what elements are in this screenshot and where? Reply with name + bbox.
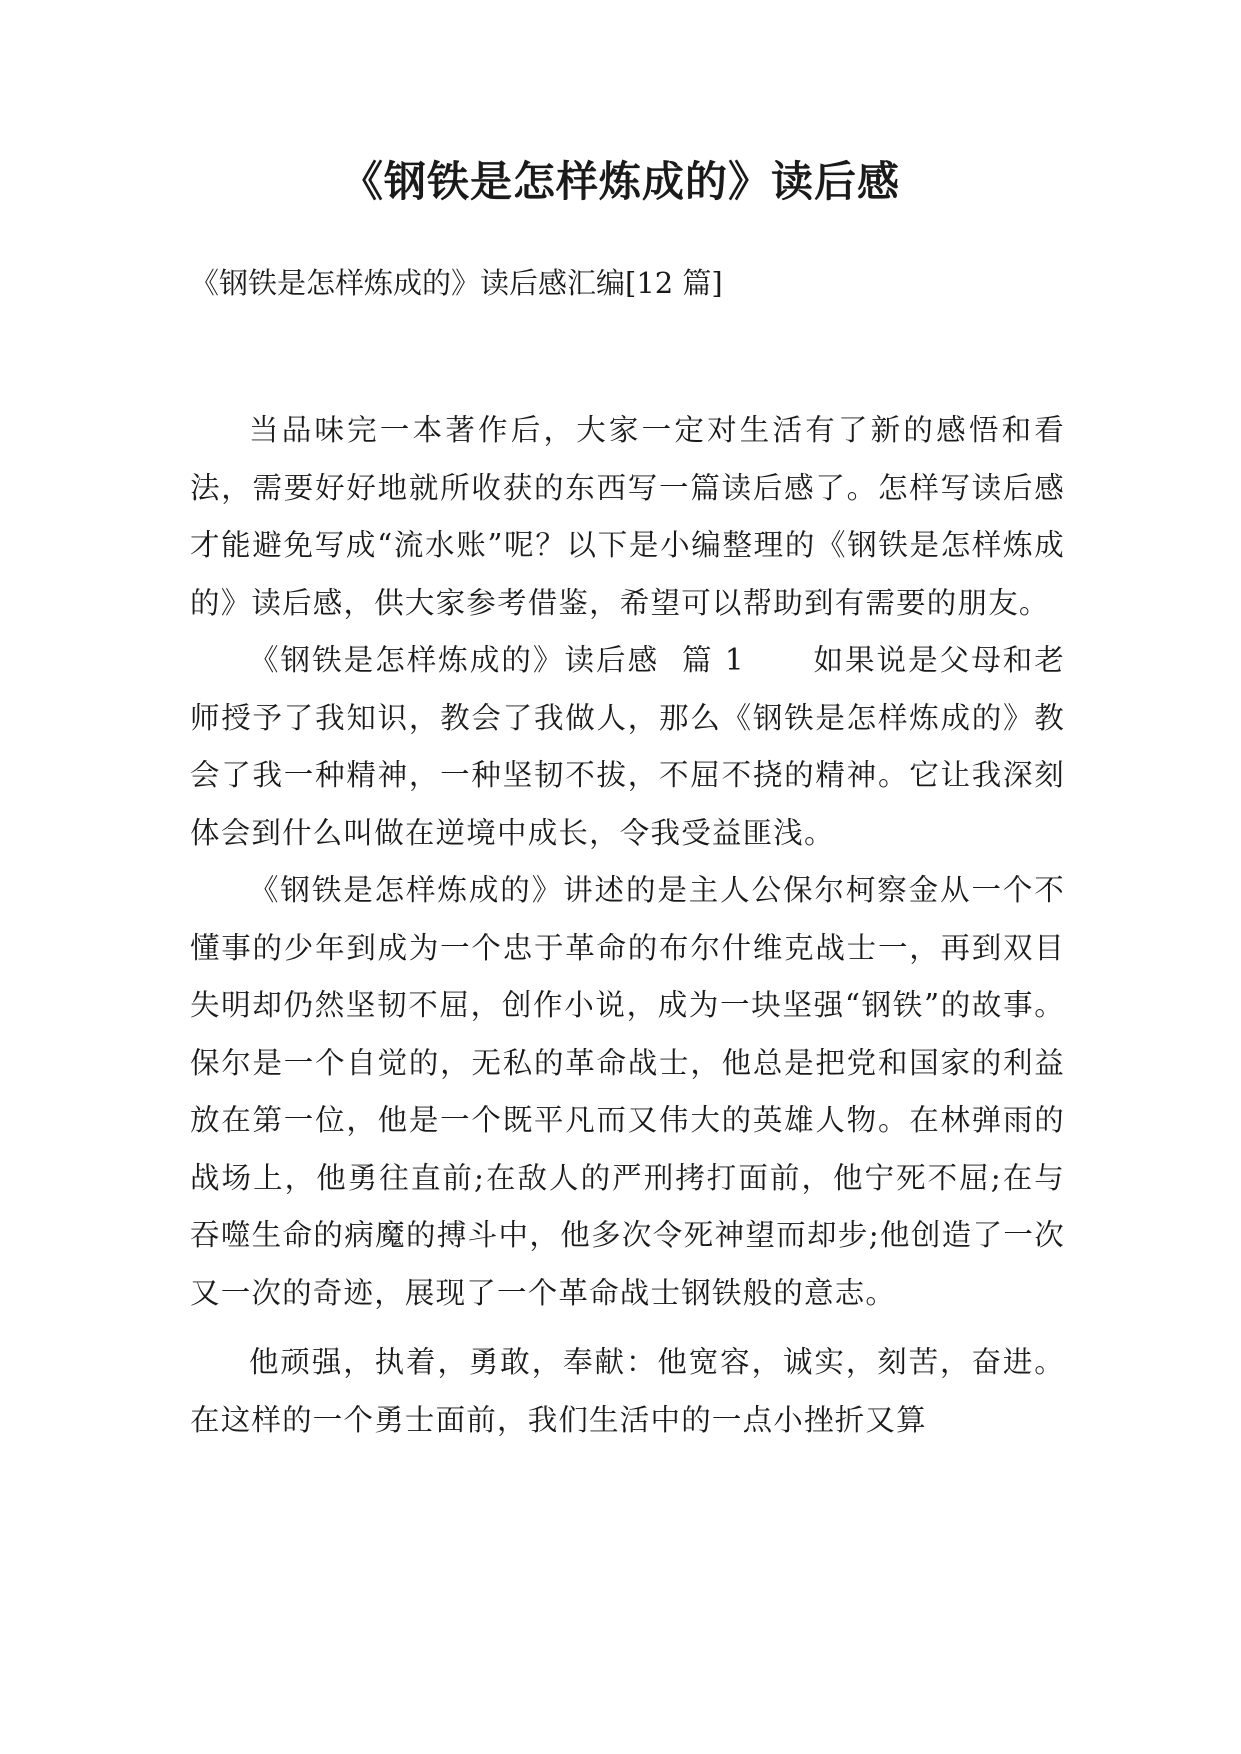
section-1-paragraph: 《钢铁是怎样炼成的》读后感 篇 1 如果说是父母和老师授予了我知识，教会了我做人，那么《钢铁是怎样炼成的》教会了我一种精神，一种坚韧不拔，不屈不挠的精神。它让我深刻体会到什么叫做在逆境中成长，令我受益匪浅。 bbox=[190, 643, 1065, 850]
document-body bbox=[190, 402, 1065, 1449]
qualities-paragraph: 他顽强，执着，勇敢，奉献：他宽容，诚实，刻苦，奋进。在这样的一个勇士面前，我们生活中的一点小挫折又算 bbox=[190, 1345, 1065, 1437]
story-paragraph: 《钢铁是怎样炼成的》讲述的是主人公保尔柯察金从一个不懂事的少年到成为一个忠于革命的布尔什维克战士一，再到双目失明却仍然坚韧不屈，创作小说，成为一块坚强“钢铁”的故事。保尔是一个自觉的，无私的革命战士，他总是把党和国家的利益放在第一位，他是一个既平凡而又伟大的英雄人物。在林弹雨的战场上，他勇往直前;在敌人的严刑拷打面前，他宁死不屈;在与吞噬生命的病魔的搏斗中，他多次令死神望而却步;他创造了一次又一次的奇迹，展现了一个革命战士钢铁般的意志。 bbox=[190, 873, 1065, 1310]
intro-paragraph: 当品味完一本著作后，大家一定对生活有了新的感悟和看法，需要好好地就所收获的东西写一篇读后感了。怎样写读后感才能避免写成“流水账”呢？以下是小编整理的《钢铁是怎样炼成的》读后感，供大家参考借鉴，希望可以帮助到有需要的朋友。 bbox=[190, 413, 1065, 620]
document-title: 《钢铁是怎样炼成的》读后感 bbox=[340, 157, 900, 206]
document-subtitle: 《钢铁是怎样炼成的》读后感汇编[12 篇] bbox=[190, 266, 723, 300]
